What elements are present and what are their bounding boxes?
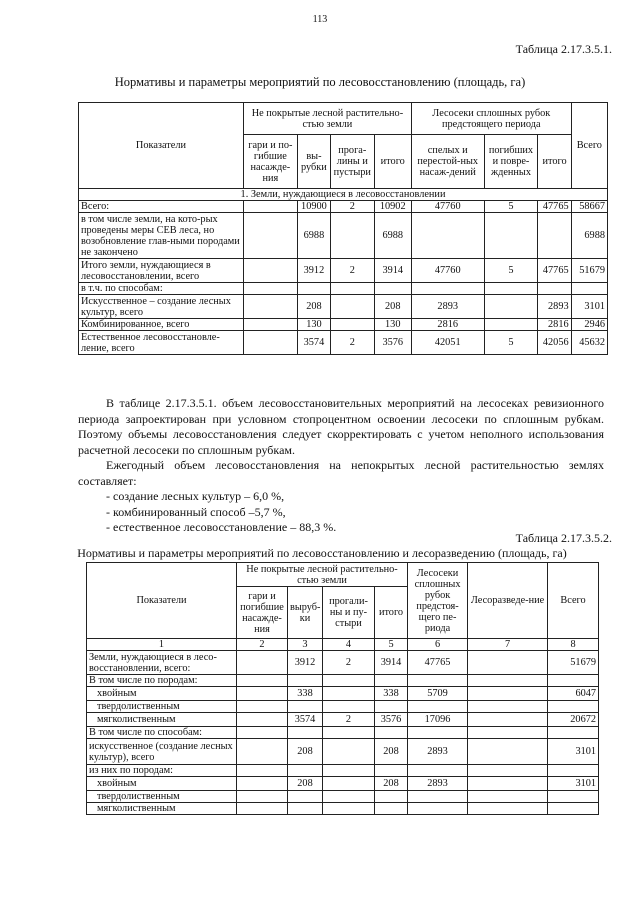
table-cell: [468, 777, 548, 791]
table-cell: [375, 765, 408, 777]
row-label: Искусственное – создание лесных культур, всего: [79, 295, 244, 319]
table-cell: 47760: [411, 259, 484, 283]
table-cell: 3912: [288, 651, 323, 675]
table-cell: [288, 701, 323, 713]
table-cell: 3101: [571, 295, 607, 319]
table-cell: [243, 319, 297, 331]
table-cell: [484, 295, 538, 319]
table-cell: [468, 765, 548, 777]
table-cell: 3574: [297, 331, 330, 355]
table-cell: [468, 687, 548, 701]
paragraph-2: Ежегодный объем лесовосстановления на непокрытых лесной растительностью землях составляет:: [78, 458, 604, 488]
table-cell: 20672: [548, 713, 599, 727]
row-label: мягколиственным: [87, 713, 237, 727]
t1-header-cuttings: вы-рубки: [297, 135, 330, 189]
row-label: твердолиственным: [87, 791, 237, 803]
table-cell: [237, 765, 288, 777]
row-label: Итого земли, нуждающиеся в лесовосстановлении, всего: [79, 259, 244, 283]
table-cell: 10902: [374, 201, 411, 213]
table-row: [87, 803, 599, 815]
table-cell: [323, 687, 375, 701]
table-cell: [375, 701, 408, 713]
row-label: в том числе земли, на кото-рых проведены меры СЕВ леса, но возобновление глав-ными породами не закончено: [79, 213, 244, 259]
table-cell: [323, 765, 375, 777]
table-cell: [408, 675, 468, 687]
table-cell: [548, 727, 599, 739]
table-cell: [408, 727, 468, 739]
table-cell: 2893: [411, 295, 484, 319]
table-cell: [468, 713, 548, 727]
t1-header-fires: гари и по-гибшие насажде-ния: [243, 135, 297, 189]
t1-header-glades: прога-лины и пустыри: [331, 135, 375, 189]
table-cell: 3576: [374, 331, 411, 355]
t1-header-mature: спелых и перестой-ных насаж-дений: [411, 135, 484, 189]
table-row: [79, 283, 608, 295]
t1-header-dead: погибших и повре-жденных: [484, 135, 538, 189]
table-cell: [323, 803, 375, 815]
t2-colnum: 2: [237, 639, 288, 651]
table-cell: [243, 259, 297, 283]
table-cell: [288, 803, 323, 815]
table-cell: [375, 727, 408, 739]
table-row: [79, 331, 608, 355]
table-cell: 3574: [288, 713, 323, 727]
table-row: [87, 701, 599, 713]
t2-colnum: 5: [375, 639, 408, 651]
table-cell: [468, 739, 548, 765]
t2-header-total: Всего: [548, 563, 599, 639]
table-cell: [331, 213, 375, 259]
table-cell: 2: [323, 713, 375, 727]
table-cell: [408, 701, 468, 713]
table-cell: 2: [323, 651, 375, 675]
t2-header-glades: прогали-ны и пу-стыри: [323, 587, 375, 639]
table-cell: 3914: [374, 259, 411, 283]
table-cell: [288, 727, 323, 739]
row-label: в т.ч. по способам:: [79, 283, 244, 295]
table-row: [87, 713, 599, 727]
table-cell: 58667: [571, 201, 607, 213]
table-cell: [323, 739, 375, 765]
table-cell: [548, 803, 599, 815]
table-cell: [331, 283, 375, 295]
table-cell: 3912: [297, 259, 330, 283]
table-cell: [288, 675, 323, 687]
t2-colnum: 1: [87, 639, 237, 651]
table-cell: 47765: [538, 201, 571, 213]
table-row: [79, 295, 608, 319]
table-cell: 51679: [571, 259, 607, 283]
table-cell: [548, 791, 599, 803]
table-cell: [538, 283, 571, 295]
table-row: [87, 651, 599, 675]
table2: [86, 562, 599, 815]
table-cell: [484, 283, 538, 295]
row-label: В том числе по породам:: [87, 675, 237, 687]
list-item-combined: - комбинированный способ –5,7 %,: [106, 504, 286, 519]
table-cell: [468, 791, 548, 803]
table-row: [79, 319, 608, 331]
table-row: [79, 213, 608, 259]
table-row: [87, 687, 599, 701]
table-cell: 47760: [411, 201, 484, 213]
table-cell: [375, 675, 408, 687]
table-cell: 2: [331, 259, 375, 283]
table-cell: 130: [374, 319, 411, 331]
body-text: [78, 396, 604, 536]
t2-colnum: 6: [408, 639, 468, 651]
table-cell: 130: [297, 319, 330, 331]
table-cell: 2893: [408, 739, 468, 765]
table-cell: [243, 213, 297, 259]
table-cell: [237, 687, 288, 701]
t1-body: [79, 201, 608, 355]
table-cell: 6988: [571, 213, 607, 259]
table-cell: [538, 213, 571, 259]
table-cell: [243, 331, 297, 355]
table-cell: 208: [375, 777, 408, 791]
row-label: Всего:: [79, 201, 244, 213]
table-cell: [548, 765, 599, 777]
t2-header-subtotal: итого: [375, 587, 408, 639]
table-cell: [237, 739, 288, 765]
table-cell: [374, 283, 411, 295]
t2-colnum: 7: [468, 639, 548, 651]
table-cell: 208: [375, 739, 408, 765]
table-cell: 2816: [411, 319, 484, 331]
row-label: хвойным: [87, 777, 237, 791]
table-cell: [243, 283, 297, 295]
table-cell: [408, 803, 468, 815]
table2-caption: Таблица 2.17.3.5.2.: [515, 531, 612, 545]
table-cell: [331, 319, 375, 331]
table-cell: [237, 675, 288, 687]
t2-colnum: 4: [323, 639, 375, 651]
table-cell: [243, 295, 297, 319]
table-cell: 51679: [548, 651, 599, 675]
table-cell: 2: [331, 201, 375, 213]
table-row: [79, 201, 608, 213]
table-cell: [237, 651, 288, 675]
table-cell: 42051: [411, 331, 484, 355]
table-cell: 6047: [548, 687, 599, 701]
table-cell: [323, 777, 375, 791]
table-cell: [468, 727, 548, 739]
table-cell: [243, 201, 297, 213]
table-cell: 2816: [538, 319, 571, 331]
table-cell: [375, 791, 408, 803]
table-cell: 5: [484, 331, 538, 355]
table1-title: Нормативы и параметры мероприятий по лесовосстановлению (площадь, га): [114, 75, 526, 89]
row-label: искусственное (создание лесных культур), всего: [87, 739, 237, 765]
table-row: [87, 791, 599, 803]
table-cell: [468, 675, 548, 687]
table-cell: [237, 803, 288, 815]
table-cell: [323, 727, 375, 739]
table-row: [87, 765, 599, 777]
row-label: Естественное лесовосстановле-ление, всего: [79, 331, 244, 355]
table-cell: [408, 791, 468, 803]
table-cell: 208: [288, 777, 323, 791]
table-cell: 208: [288, 739, 323, 765]
row-label: Комбинированное, всего: [79, 319, 244, 331]
table-cell: [468, 701, 548, 713]
table-row: [87, 777, 599, 791]
table-cell: [548, 675, 599, 687]
table-cell: [237, 777, 288, 791]
t2-colnum: 8: [548, 639, 599, 651]
list-item-forest-crops: - создание лесных культур – 6,0 %,: [106, 489, 285, 503]
table-cell: [484, 319, 538, 331]
table-cell: [468, 651, 548, 675]
table-cell: 47765: [538, 259, 571, 283]
t1-header-indicators: Показатели: [79, 103, 244, 189]
t2-header-fires: гари и погибшие насажде-ния: [237, 587, 288, 639]
t2-colnum: 3: [288, 639, 323, 651]
table-cell: [237, 727, 288, 739]
table-cell: [323, 675, 375, 687]
table-cell: 208: [297, 295, 330, 319]
table-cell: 2893: [408, 777, 468, 791]
table-cell: 42056: [538, 331, 571, 355]
table-cell: 47765: [408, 651, 468, 675]
table-cell: [297, 283, 330, 295]
table-cell: [548, 701, 599, 713]
table-cell: [411, 213, 484, 259]
table1: [78, 102, 608, 355]
table-cell: 3576: [375, 713, 408, 727]
table-cell: 45632: [571, 331, 607, 355]
table-cell: [571, 283, 607, 295]
table-row: [87, 739, 599, 765]
table1-caption: Таблица 2.17.3.5.1.: [515, 42, 612, 56]
table-row: [79, 259, 608, 283]
table-cell: 5: [484, 259, 538, 283]
table-cell: 2: [331, 331, 375, 355]
table-cell: 2893: [538, 295, 571, 319]
t2-body: [87, 651, 599, 815]
t2-header-indicators: Показатели: [87, 563, 237, 639]
paragraph-1: В таблице 2.17.3.5.1. объем лесовосстановительных мероприятий на лесосеках ревизионного периода запроектирован при условном стопроцентном освоении лесосеки по сплошным рубкам. Поэтому объемы лесовосстановления следует скорректировать с учетом неполного использования расчетной лесосеки по сплошным рубкам.: [78, 396, 604, 457]
table-cell: [237, 701, 288, 713]
t1-header-subtotal2: итого: [538, 135, 571, 189]
t1-header-group1: Не покрытые лесной растительно-стью земли: [243, 103, 411, 135]
page-number: 113: [312, 14, 328, 25]
table-cell: [331, 295, 375, 319]
table-cell: [468, 803, 548, 815]
table-cell: 6988: [297, 213, 330, 259]
table-cell: 3101: [548, 777, 599, 791]
table-cell: 338: [288, 687, 323, 701]
table-cell: [237, 713, 288, 727]
table-row: [87, 675, 599, 687]
table-cell: 17096: [408, 713, 468, 727]
row-label: мягколиственным: [87, 803, 237, 815]
table-cell: [323, 791, 375, 803]
t2-header-cuttings: выруб-ки: [288, 587, 323, 639]
table-cell: 338: [375, 687, 408, 701]
t1-header-total: Всего: [571, 103, 607, 189]
t1-section-title: 1. Земли, нуждающиеся в лесовосстановлении: [79, 189, 608, 201]
table-cell: [237, 791, 288, 803]
table-cell: [484, 213, 538, 259]
table-cell: 208: [374, 295, 411, 319]
row-label: твердолиственным: [87, 701, 237, 713]
t1-header-group2: Лесосеки сплошных рубок предстоящего периода: [411, 103, 571, 135]
table-cell: 5709: [408, 687, 468, 701]
table2-title: Нормативы и параметры мероприятий по лесовосстановлению и лесоразведению (площадь, га): [77, 546, 567, 560]
table-cell: 10900: [297, 201, 330, 213]
t2-header-cut: Лесосеки сплошных рубок предстоя-щего пе-риода: [408, 563, 468, 639]
table-cell: [375, 803, 408, 815]
table-cell: 3914: [375, 651, 408, 675]
t1-header-subtotal1: итого: [374, 135, 411, 189]
row-label: Земли, нуждающиеся в лесо-восстановлении, всего:: [87, 651, 237, 675]
table-cell: 3101: [548, 739, 599, 765]
t2-header-afforestation: Лесоразведе-ние: [468, 563, 548, 639]
table-cell: [408, 765, 468, 777]
table-cell: [411, 283, 484, 295]
row-label: хвойным: [87, 687, 237, 701]
row-label: В том числе по способам:: [87, 727, 237, 739]
table-cell: 5: [484, 201, 538, 213]
list-item-natural: - естественное лесовосстановление – 88,3 %.: [106, 520, 337, 534]
table-cell: [288, 791, 323, 803]
table-cell: [288, 765, 323, 777]
table-cell: 6988: [374, 213, 411, 259]
t2-header-group1: Не покрытые лесной растительно-стью земли: [237, 563, 408, 587]
table-row: [87, 727, 599, 739]
table-cell: 2946: [571, 319, 607, 331]
table-cell: [323, 701, 375, 713]
row-label: из них по породам:: [87, 765, 237, 777]
